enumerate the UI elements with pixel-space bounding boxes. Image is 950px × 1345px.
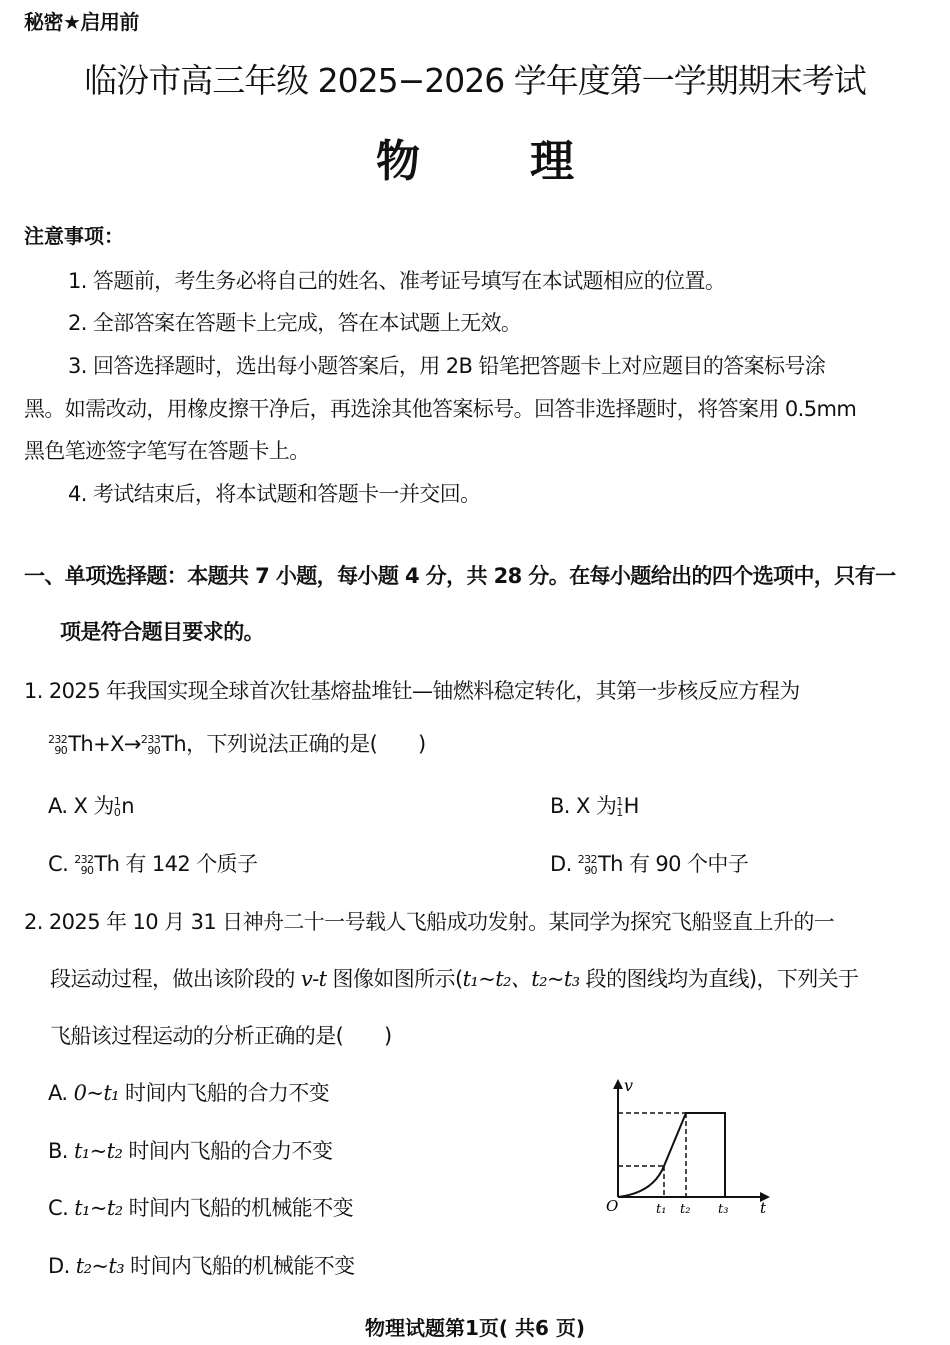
subject-char-2: 理 — [530, 136, 574, 187]
vt-graph — [598, 1075, 778, 1215]
svg-text:t: t — [760, 1199, 767, 1215]
section-1-heading-cont: 项是符合题目要求的。 — [60, 620, 264, 644]
note-item-1: 1. 答题前，考生务必将自己的姓名、准考证号填写在本试题相应的位置。 — [68, 269, 726, 293]
note-item-3-cont2: 黑色笔迹签字笔写在答题卡上。 — [24, 439, 310, 463]
q1-stem: 1. 2025 年我国实现全球首次钍基熔盐堆钍—铀燃料稳定转化，其第一步核反应方程为 — [24, 679, 800, 703]
note-item-3: 3. 回答选择题时，选出每小题答案后，用 2B 铅笔把答题卡上对应题目的答案标号涂 — [68, 354, 826, 378]
q1-option-d[interactable]: D. 232 90 Th 有 90 个中子 — [550, 852, 749, 877]
q2-stem-2: 段运动过程，做出该阶段的 v-t 图像如图所示(t₁~t₂、t₂~t₃ 段的图线均为直线)，下列关于 — [50, 967, 859, 991]
svg-text:O: O — [606, 1197, 619, 1215]
page-footer: 物理试题第1页( 共6 页) — [364, 1316, 586, 1340]
q2-stem-1: 2. 2025 年 10 月 31 日神舟二十一号载人飞船成功发射。某同学为探究飞船竖直上升的一 — [24, 910, 835, 934]
q1-option-b[interactable]: B. X 为 1 1 H — [550, 794, 639, 819]
svg-text:t₂: t₂ — [680, 1202, 691, 1215]
q2-stem-3: 飞船该过程运动的分析正确的是( ) — [50, 1024, 392, 1048]
q1-option-a[interactable]: A. X 为 1 0 n — [48, 794, 134, 819]
exam-title: 临汾市高三年级 2025−2026 学年度第一学期期末考试 — [84, 61, 866, 100]
note-item-4: 4. 考试结束后，将本试题和答题卡一并交回。 — [68, 482, 481, 506]
q2-option-a[interactable]: A. 0~t₁ 时间内飞船的合力不变 — [48, 1081, 330, 1105]
confidential-label: 秘密★启用前 — [24, 10, 139, 34]
q2-option-b[interactable]: B. t₁~t₂ 时间内飞船的合力不变 — [48, 1139, 333, 1163]
subject-title — [0, 125, 950, 189]
q2-option-c[interactable]: C. t₁~t₂ 时间内飞船的机械能不变 — [48, 1196, 354, 1220]
svg-text:t₁: t₁ — [656, 1202, 667, 1215]
svg-text:v: v — [624, 1076, 634, 1095]
q1-equation: 232 90 Th+X→ 233 90 Th，下列说法正确的是( ) — [48, 732, 426, 757]
notes-heading: 注意事项： — [24, 224, 124, 248]
section-1-heading: 一、单项选择题：本题共 7 小题，每小题 4 分，共 28 分。在每小题给出的四个选项中，只有一 — [24, 564, 896, 588]
q1-option-c[interactable]: C. 232 90 Th 有 142 个质子 — [48, 852, 258, 877]
q2-option-d[interactable]: D. t₂~t₃ 时间内飞船的机械能不变 — [48, 1254, 355, 1278]
subject-char-1: 物 — [376, 136, 420, 187]
note-item-3-cont: 黑。如需改动，用橡皮擦干净后，再选涂其他答案标号。回答非选择题时，将答案用 0.5mm — [24, 397, 857, 421]
note-item-2: 2. 全部答案在答题卡上完成，答在本试题上无效。 — [68, 311, 522, 335]
svg-text:t₃: t₃ — [718, 1202, 729, 1215]
